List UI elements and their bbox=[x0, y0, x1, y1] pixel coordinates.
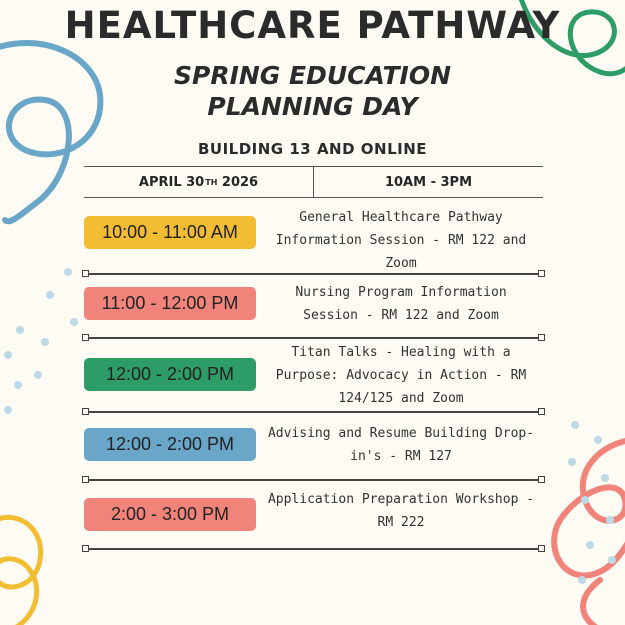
event-hours: 10AM - 3PM bbox=[384, 174, 473, 190]
page-title: HEALTHCARE PATHWAY bbox=[64, 4, 561, 47]
salmon-squiggle bbox=[554, 440, 625, 625]
session-description: Advising and Resume Building Drop-in's - RM 127 bbox=[267, 426, 535, 464]
date-month-day: APRIL 30 bbox=[138, 174, 205, 190]
subtitle-line-2: PLANNING DAY bbox=[207, 92, 418, 121]
time-badge: 2:00 - 3:00 PM bbox=[84, 498, 256, 531]
date-bar bbox=[84, 166, 543, 198]
row-divider bbox=[84, 411, 543, 413]
time-badge: 11:00 - 12:00 PM bbox=[84, 287, 256, 320]
event-date bbox=[84, 167, 314, 197]
date-year: 2026 bbox=[221, 174, 259, 190]
time-badge: 12:00 - 2:00 PM bbox=[84, 428, 256, 461]
event-location: BUILDING 13 AND ONLINE bbox=[197, 140, 428, 158]
session-description: Titan Talks - Healing with a Purpose: Advocacy in Action - RM 124/125 and Zoom bbox=[275, 345, 527, 406]
time-badge: 12:00 - 2:00 PM bbox=[84, 358, 256, 391]
subtitle-line-1: SPRING EDUCATION bbox=[174, 61, 451, 90]
dot-cluster-left bbox=[4, 268, 78, 414]
session-description: General Healthcare Pathway Information Session - RM 122 and Zoom bbox=[275, 210, 527, 271]
yellow-squiggle bbox=[0, 517, 41, 625]
row-divider bbox=[84, 548, 543, 550]
time-badge: 10:00 - 11:00 AM bbox=[84, 216, 256, 249]
session-description: Application Preparation Workshop - RM 222 bbox=[267, 492, 535, 530]
row-divider bbox=[84, 337, 543, 339]
date-ordinal: TH bbox=[205, 177, 218, 187]
session-description: Nursing Program Information Session - RM 122 and Zoom bbox=[295, 285, 507, 323]
row-divider bbox=[84, 479, 543, 481]
row-divider bbox=[84, 273, 543, 275]
event-subtitle bbox=[0, 60, 625, 122]
